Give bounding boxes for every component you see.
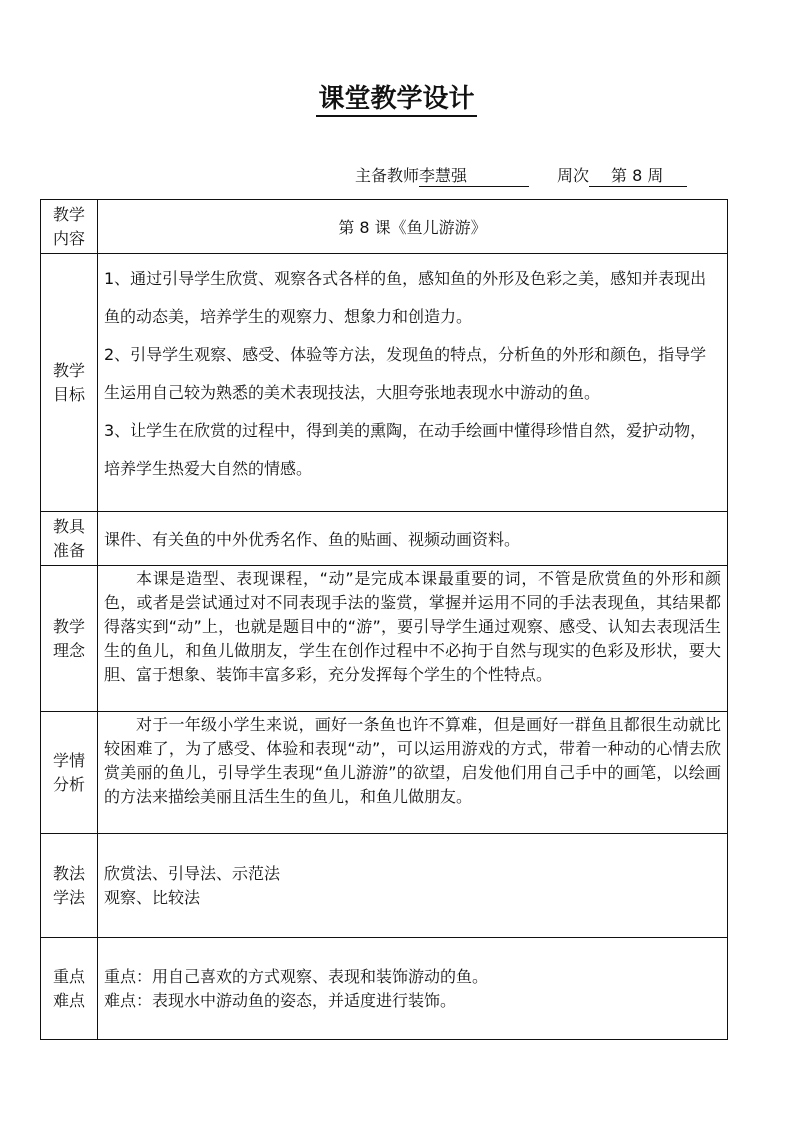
row-keypoints: [41, 938, 728, 1040]
concept-text: 本课是造型、表现课程，“动”是完成本课最重要的词，不管是欣赏鱼的外形和颜色，或者是尝试通过对不同表现手法的鉴赏，掌握并运用不同的手法表现鱼，其结果都得落实到“动”上，也就是题目中的“游”，要引导学生通过观察、感受、认知去表现活生生的鱼儿，和鱼儿做朋友，学生在创作过程中不必拘于自然与现实的色彩及形状，要大胆、富于想象、装饰丰富多彩，充分发挥每个学生的个性特点。: [104, 569, 721, 684]
lesson-plan-table: [40, 199, 728, 1040]
methods-line: 欣赏法、引导法、示范法: [104, 863, 281, 883]
keypoint-line: 重点：用自己喜欢的方式观察、表现和装饰游动的鱼。: [104, 966, 489, 986]
analysis-cell: [98, 712, 728, 834]
goal-item: 2、引导学生观察、感受、体验等方法，发现鱼的特点，分析鱼的外形和颜色，指导学生运用自己较为熟悉的美术表现技法，大胆夸张地表现水中游动的鱼。: [104, 345, 707, 402]
goal-item: 3、让学生在欣赏的过程中，得到美的熏陶，在动手绘画中懂得珍惜自然，爱护动物，培养学生热爱大自然的情感。: [104, 421, 707, 478]
tools-text: 课件、有关鱼的中外优秀名作、鱼的贴画、视频动画资料。: [98, 512, 728, 566]
row-tools: [41, 512, 728, 566]
week-value: 第 8 周: [589, 163, 687, 187]
row-concept: [41, 566, 728, 712]
week-label: 周次: [557, 166, 590, 185]
label-analysis: 学情 分析: [41, 712, 98, 834]
row-goals: [41, 254, 728, 512]
row-content: [41, 200, 728, 254]
label-methods: 教法 学法: [41, 834, 98, 938]
label-concept: 教学 理念: [41, 566, 98, 712]
teacher-label: 主备教师: [355, 166, 420, 185]
goals-text: [98, 254, 728, 512]
row-analysis: [41, 712, 728, 834]
label-tools: 教具 准备: [41, 512, 98, 566]
methods-cell: [98, 834, 728, 938]
row-methods: [41, 834, 728, 938]
teacher-name: 李慧强: [419, 163, 529, 187]
header-meta: [355, 163, 687, 187]
goal-item: 1、通过引导学生欣赏、观察各式各样的鱼，感知鱼的外形及色彩之美，感知并表现出鱼的动态美，培养学生的观察力、想象力和创造力。: [104, 269, 707, 326]
analysis-text: 对于一年级小学生来说，画好一条鱼也许不算难，但是画好一群鱼且都很生动就比较困难了，为了感受、体验和表现“动”，可以运用游戏的方式，带着一种动的心情去欣赏美丽的鱼儿，引导学生表现“鱼儿游游”的欲望，启发他们用自己手中的画笔，以绘画的方法来描绘美丽且活生生的鱼儿，和鱼儿做朋友。: [104, 715, 721, 806]
page-title: 课堂教学设计: [316, 84, 476, 117]
content-text: 第 8 课《鱼儿游游》: [98, 200, 728, 254]
page-title-wrap: [0, 78, 793, 115]
label-goals: 教学 目标: [41, 254, 98, 512]
keypoint-line: 难点：表现水中游动鱼的姿态，并适度进行装饰。: [104, 990, 457, 1010]
keypoints-cell: [98, 938, 728, 1040]
label-content: 教学 内容: [41, 200, 98, 254]
concept-cell: [98, 566, 728, 712]
label-keypoints: 重点 难点: [41, 938, 98, 1040]
methods-line: 观察、比较法: [104, 887, 201, 907]
